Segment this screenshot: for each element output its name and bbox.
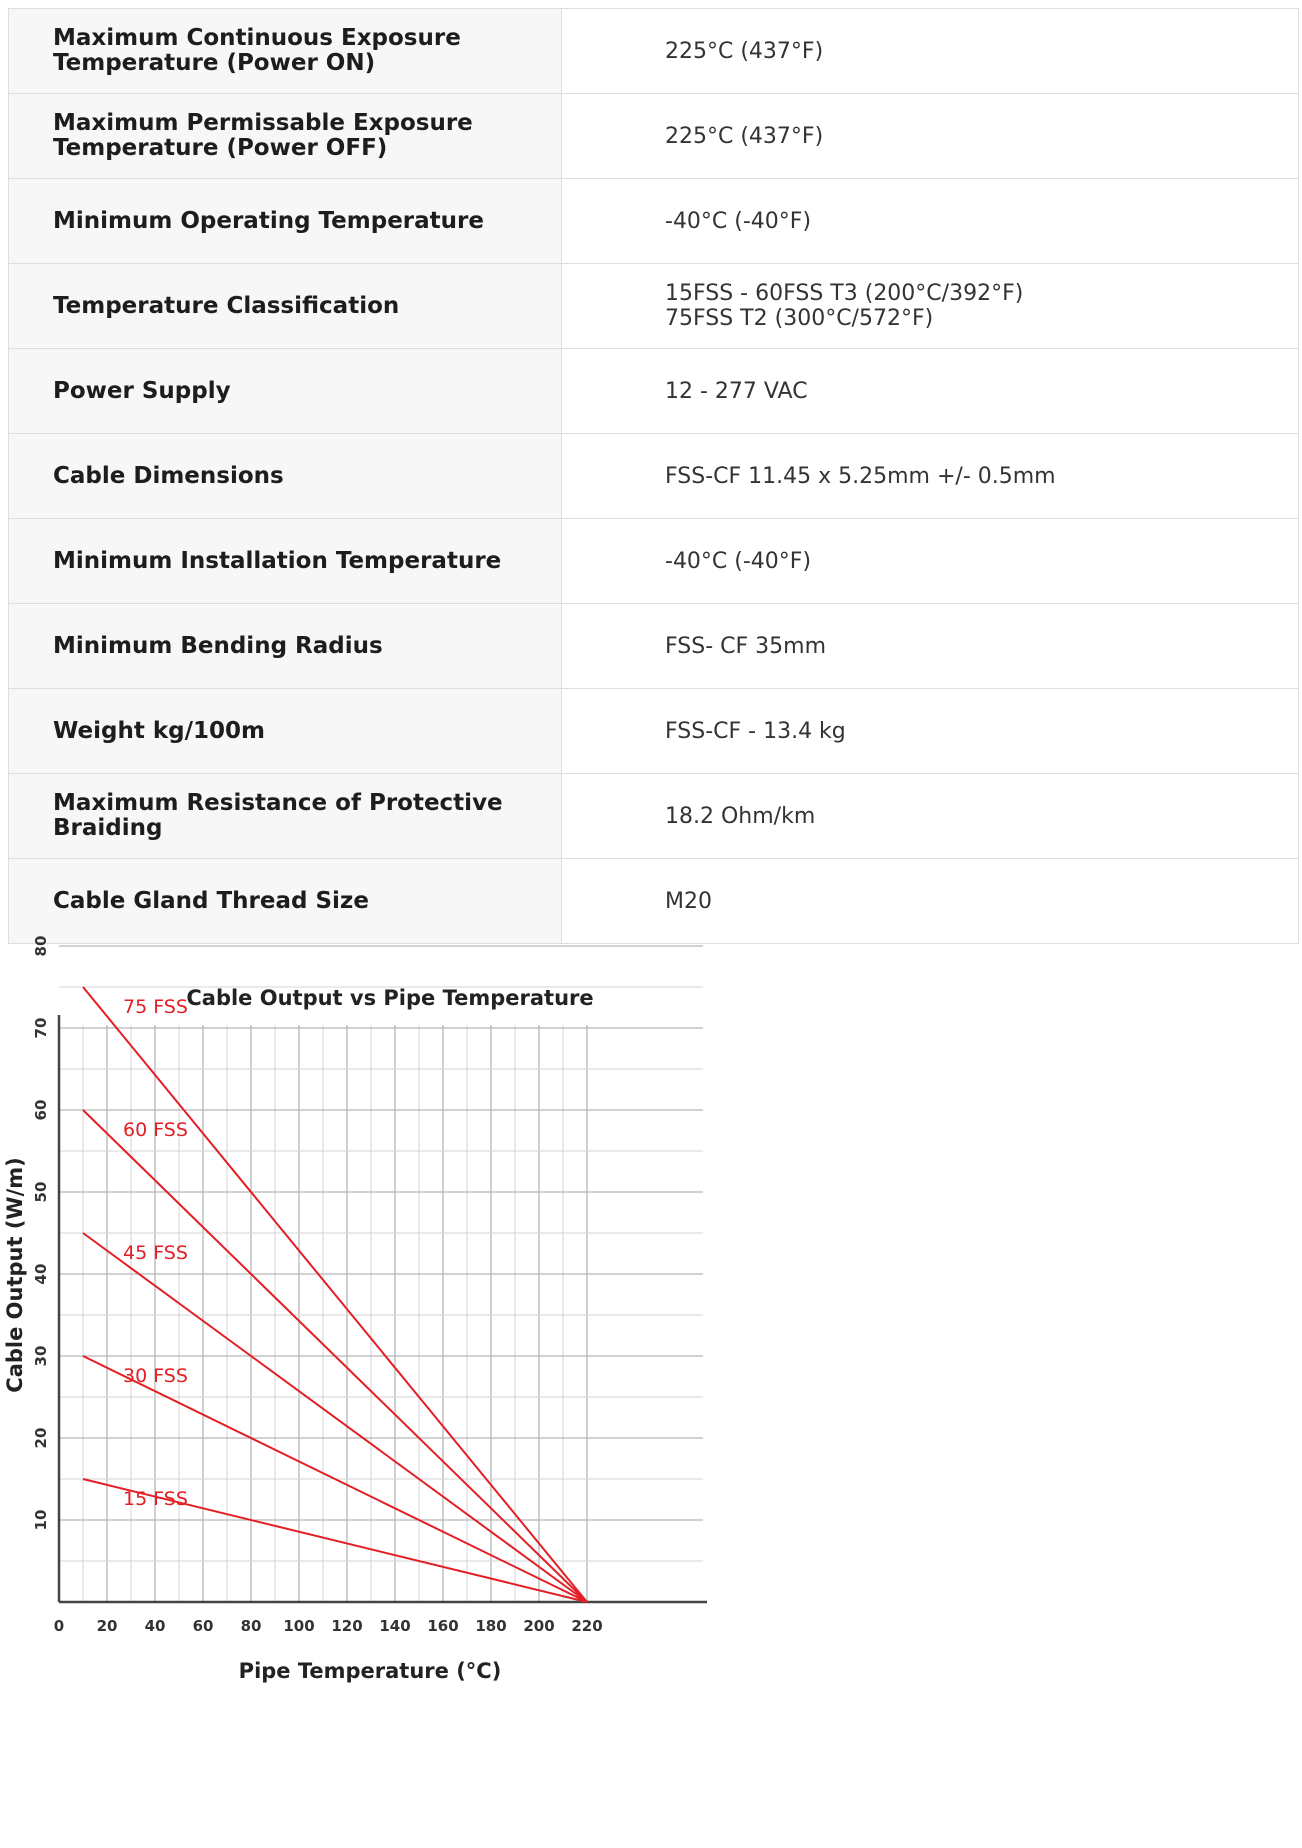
spec-label: Weight kg/100m xyxy=(53,717,266,744)
spec-label: Temperature (Power OFF) xyxy=(53,135,388,161)
y-tick-label: 70 xyxy=(32,1017,50,1039)
spec-label: Minimum Bending Radius xyxy=(53,632,383,659)
x-tick-label: 160 xyxy=(427,1617,459,1635)
x-tick-label: 60 xyxy=(192,1617,214,1635)
y-tick-label: 30 xyxy=(32,1345,50,1367)
spec-label: Cable Dimensions xyxy=(53,462,284,489)
series-line xyxy=(83,1233,587,1602)
chart-axes xyxy=(32,936,707,1635)
spec-label: Braiding xyxy=(53,815,163,841)
spec-value: 18.2 Ohm/km xyxy=(665,803,816,829)
spec-row xyxy=(9,859,1299,944)
spec-label: Maximum Continuous Exposure xyxy=(53,25,461,51)
spec-value: 12 - 277 VAC xyxy=(665,378,808,404)
series-label: 60 FSS xyxy=(123,1119,188,1141)
spec-value: 225°C (437°F) xyxy=(665,123,824,149)
spec-label-cell xyxy=(9,519,562,604)
y-tick-label: 20 xyxy=(32,1427,50,1449)
spec-row xyxy=(9,9,1299,94)
series-label: 75 FSS xyxy=(123,996,188,1018)
spec-label-cell xyxy=(9,9,562,94)
specifications-table-body xyxy=(9,9,1299,944)
x-tick-label: 40 xyxy=(144,1617,166,1635)
spec-label: Temperature Classification xyxy=(53,292,400,319)
spec-label: Minimum Operating Temperature xyxy=(53,207,484,234)
spec-label-cell xyxy=(9,264,562,349)
y-tick-label: 60 xyxy=(32,1099,50,1121)
x-tick-label: 0 xyxy=(53,1617,65,1635)
spec-value: FSS- CF 35mm xyxy=(665,633,826,659)
chart-series xyxy=(83,987,587,1602)
y-tick-label: 10 xyxy=(32,1509,50,1531)
series-label: 45 FSS xyxy=(123,1242,188,1264)
spec-value: -40°C (-40°F) xyxy=(665,548,812,574)
spec-value-cell xyxy=(562,859,1299,944)
spec-label-cell xyxy=(9,434,562,519)
spec-value-cell xyxy=(562,9,1299,94)
spec-label-cell xyxy=(9,94,562,179)
spec-row xyxy=(9,94,1299,179)
x-tick-label: 20 xyxy=(96,1617,118,1635)
series-label: 15 FSS xyxy=(123,1488,188,1510)
y-tick-label: 50 xyxy=(32,1181,50,1203)
spec-value-cell xyxy=(562,519,1299,604)
x-tick-label: 220 xyxy=(571,1617,603,1635)
spec-value: -40°C (-40°F) xyxy=(665,208,812,234)
spec-label-cell xyxy=(9,774,562,859)
x-tick-label: 140 xyxy=(379,1617,411,1635)
spec-label: Maximum Permissable Exposure xyxy=(53,110,473,136)
spec-label: Power Supply xyxy=(53,377,231,404)
chart-svg xyxy=(0,935,760,1810)
spec-label-cell xyxy=(9,179,562,264)
spec-value-cell xyxy=(562,774,1299,859)
spec-label-cell xyxy=(9,349,562,434)
chart-title: Cable Output vs Pipe Temperature xyxy=(186,986,594,1010)
spec-row xyxy=(9,689,1299,774)
spec-value-cell xyxy=(562,179,1299,264)
spec-value-cell xyxy=(562,434,1299,519)
y-tick-label: 40 xyxy=(32,1263,50,1285)
spec-row xyxy=(9,349,1299,434)
spec-label: Cable Gland Thread Size xyxy=(53,887,369,914)
spec-label: Temperature (Power ON) xyxy=(53,50,376,76)
specifications-table xyxy=(8,8,1299,944)
spec-row xyxy=(9,774,1299,859)
x-tick-label: 200 xyxy=(523,1617,555,1635)
spec-value: M20 xyxy=(665,888,712,914)
chart-x-axis-label: Pipe Temperature (°C) xyxy=(238,1659,502,1683)
spec-value-cell xyxy=(562,264,1299,349)
spec-label-cell xyxy=(9,604,562,689)
spec-value: 15FSS - 60FSS T3 (200°C/392°F) xyxy=(665,281,1024,306)
x-tick-label: 80 xyxy=(240,1617,262,1635)
spec-value: 75FSS T2 (300°C/572°F) xyxy=(665,306,934,331)
spec-label-cell xyxy=(9,859,562,944)
spec-label-cell xyxy=(9,689,562,774)
y-tick-label: 80 xyxy=(32,935,50,957)
spec-row xyxy=(9,434,1299,519)
series-label: 30 FSS xyxy=(123,1365,188,1387)
x-tick-label: 120 xyxy=(331,1617,363,1635)
spec-value: 225°C (437°F) xyxy=(665,38,824,64)
spec-value-cell xyxy=(562,689,1299,774)
chart-y-axis-label: Cable Output (W/m) xyxy=(3,1157,27,1393)
spec-label: Maximum Resistance of Protective xyxy=(53,790,503,816)
spec-row xyxy=(9,519,1299,604)
spec-row xyxy=(9,604,1299,689)
spec-value-cell xyxy=(562,94,1299,179)
spec-row xyxy=(9,179,1299,264)
cable-output-chart xyxy=(0,935,760,1810)
spec-value: FSS-CF 11.45 x 5.25mm +/- 0.5mm xyxy=(665,463,1056,489)
x-tick-label: 100 xyxy=(283,1617,315,1635)
spec-value-cell xyxy=(562,604,1299,689)
spec-row xyxy=(9,264,1299,349)
spec-label: Minimum Installation Temperature xyxy=(53,547,502,574)
spec-value-cell xyxy=(562,349,1299,434)
x-tick-label: 180 xyxy=(475,1617,507,1635)
spec-value: FSS-CF - 13.4 kg xyxy=(665,718,846,744)
